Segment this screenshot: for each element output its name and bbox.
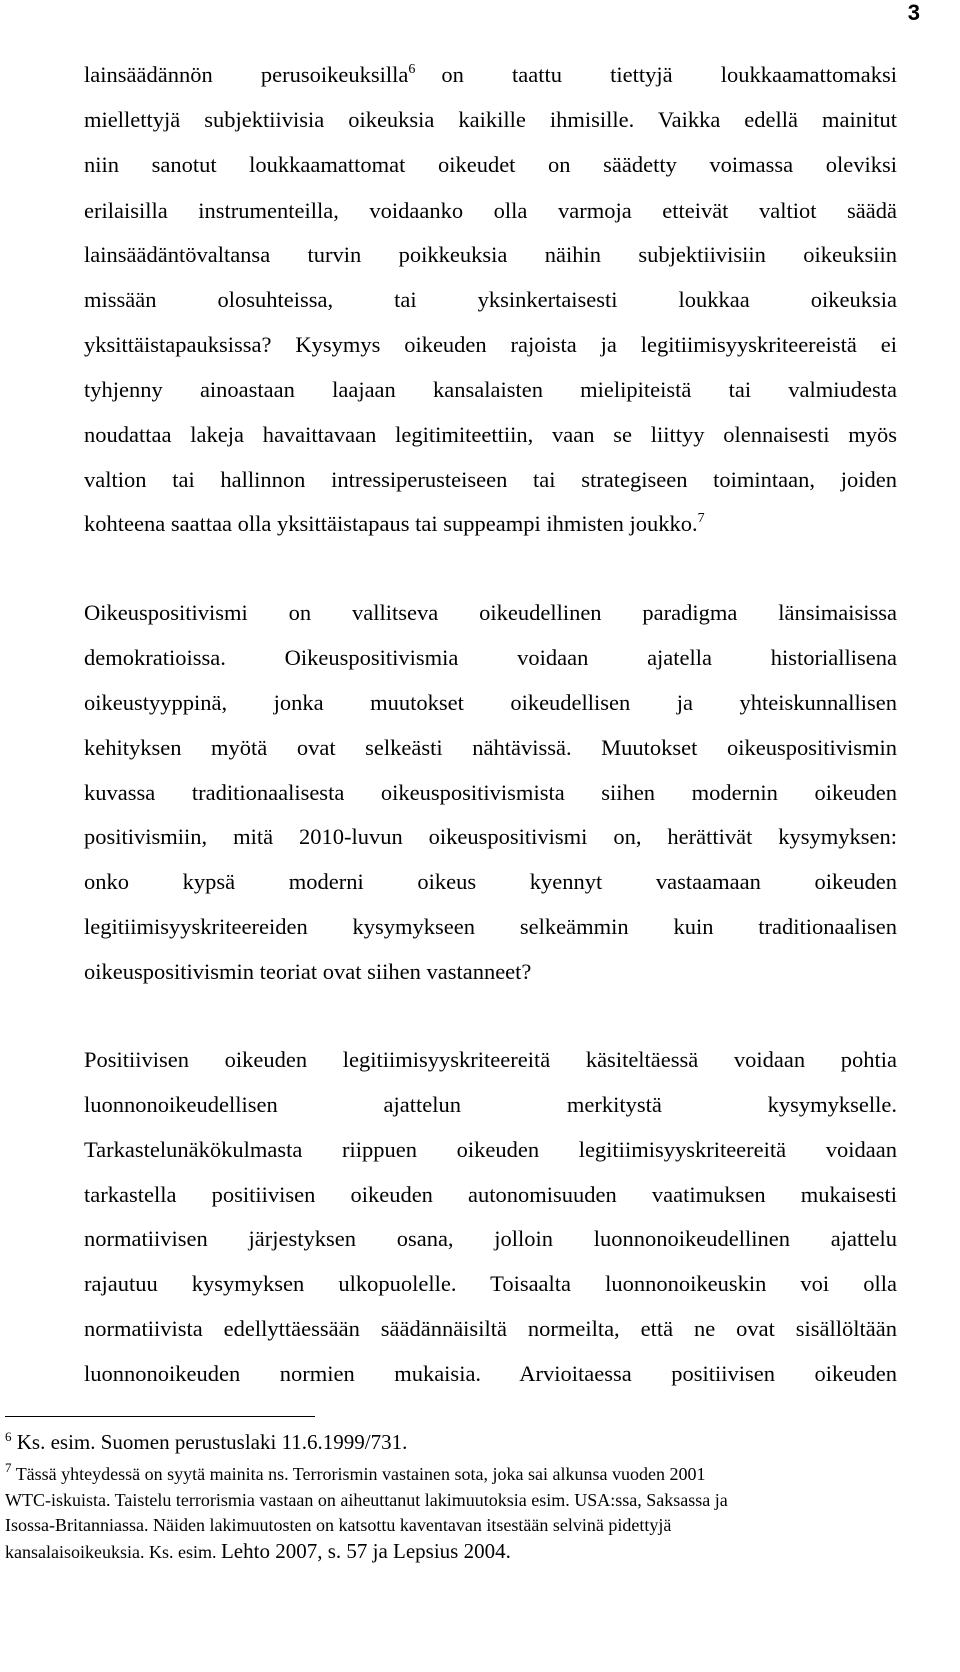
- text-line: normatiivista edellyttäessään säädännäisiltä normeilta, että ne ovat sisällöltään: [84, 1316, 897, 1341]
- text-line: positivismiin, mitä 2010-luvun oikeuspositivismi on, herättivät kysymyksen:: [84, 824, 897, 849]
- text-line: kehityksen myötä ovat selkeästi nähtävissä. Muutokset oikeuspositivismin: [84, 735, 897, 760]
- footnote-ref-7[interactable]: 7: [697, 511, 705, 526]
- text-line: demokratioissa. Oikeuspositivismia voidaan ajatella historiallisena: [84, 645, 897, 670]
- text-line: Positiivisen oikeuden legitiimisyyskriteereitä käsiteltäessä voidaan pohtia: [84, 1047, 897, 1072]
- text-line: noudattaa lakeja havaittavaan legitimiteettiin, vaan se liittyy olennaisesti myös: [84, 422, 897, 447]
- text-line: oikeustyyppinä, jonka muutokset oikeudellisen ja yhteiskunnallisen: [84, 690, 897, 715]
- page-number: 3: [907, 0, 920, 25]
- text-line: miellettyjä subjektiivisia oikeuksia kaikille ihmisille. Vaikka edellä mainitut: [84, 107, 897, 132]
- text-line: niin sanotut loukkaamattomat oikeudet on säädetty voimassa oleviksi: [84, 152, 897, 177]
- text-line: missään olosuhteissa, tai yksinkertaisesti loukkaa oikeuksia: [84, 287, 897, 312]
- text-line: luonnonoikeuden normien mukaisia. Arvioitaessa positiivisen oikeuden: [84, 1361, 897, 1386]
- footnote-7: $^7$ Tässä yhteydessä on syytä mainita ns. Terrorismin vastainen sota, joka sai alkunsa vuoden 2001: [5, 1460, 706, 1484]
- footnote-number: 6: [5, 1429, 12, 1444]
- footnote-7-line: kansalaisoikeuksia. Ks. esim. Lehto 2007, s. 57 ja Lepsius 2004.: [5, 1539, 511, 1563]
- text-line: kuvassa traditionaalisesta oikeuspositivismista siihen modernin oikeuden: [84, 780, 897, 805]
- text-line: normatiivisen järjestyksen osana, jolloin luonnonoikeudellinen ajattelu: [84, 1226, 897, 1251]
- footnote-separator: [5, 1416, 315, 1417]
- text-line: yksittäistapauksissa? Kysymys oikeuden rajoista ja legitiimisyyskriteereistä ei: [84, 332, 897, 357]
- text-line: tyhjenny ainoastaan laajaan kansalaisten mielipiteistä tai valmiudesta: [84, 377, 897, 402]
- text-line: oikeuspositivismin teoriat ovat siihen vastanneet?: [84, 959, 532, 984]
- text-line: valtion tai hallinnon intressiperusteiseen tai strategiseen toimintaan, joiden: [84, 467, 897, 492]
- text-line: onko kypsä moderni oikeus kyennyt vastaamaan oikeuden: [84, 869, 897, 894]
- footnote-7-line: Isossa-Britanniassa. Näiden lakimuutosten on katsottu kaventavan itsestään selvinä pidettyjä: [5, 1515, 672, 1535]
- footnote-ref-6[interactable]: 6: [408, 62, 416, 77]
- text-line: lainsäädännön perusoikeuksilla$^6$ on taattu tiettyjä loukkaamattomaksi: [84, 62, 897, 87]
- footnote-7-line: WTC-iskuista. Taistelu terrorismia vastaan on aiheuttanut lakimuutoksia esim. USA:ssa, Saksassa ja: [5, 1490, 728, 1510]
- text-line: kohteena saattaa olla yksittäistapaus tai suppeampi ihmisten joukko.$^7$: [84, 511, 705, 536]
- text-line: erilaisilla instrumenteilla, voidaanko olla varmoja etteivät valtiot säädä: [84, 198, 897, 223]
- text-line: legitiimisyyskriteereiden kysymykseen selkeämmin kuin traditionaalisen: [84, 914, 897, 939]
- text-line: luonnonoikeudellisen ajattelun merkitystä kysymykselle.: [84, 1092, 897, 1117]
- text-line: Tarkastelunäkökulmasta riippuen oikeuden legitiimisyyskriteereitä voidaan: [84, 1137, 897, 1162]
- footnote-6: $^6$ Ks. esim. Suomen perustuslaki 11.6.1999/731.: [5, 1429, 408, 1454]
- footnote-number: 7: [5, 1460, 12, 1475]
- text-line: Oikeuspositivismi on vallitseva oikeudellinen paradigma länsimaisissa: [84, 600, 897, 625]
- text-line: lainsäädäntövaltansa turvin poikkeuksia näihin subjektiivisiin oikeuksiin: [84, 242, 897, 267]
- text-line: rajautuu kysymyksen ulkopuolelle. Toisaalta luonnonoikeuskin voi olla: [84, 1271, 897, 1296]
- text-line: tarkastella positiivisen oikeuden autonomisuuden vaatimuksen mukaisesti: [84, 1182, 897, 1207]
